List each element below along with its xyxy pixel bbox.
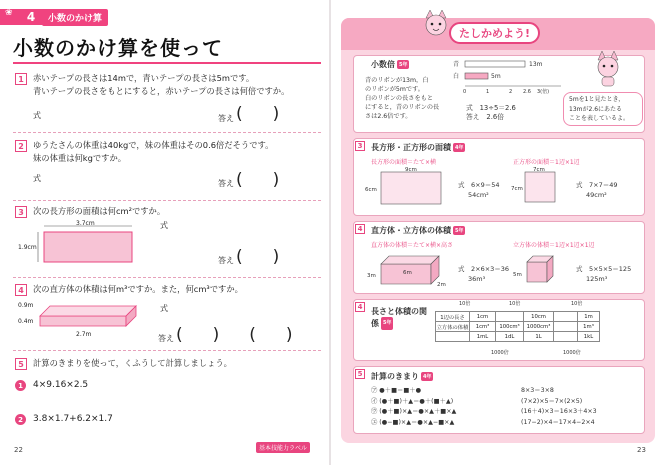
formula-text: 立方体の体積＝1辺×1辺×1辺: [513, 242, 595, 249]
page-number: 23: [637, 446, 646, 454]
cat-character-icon: [593, 50, 623, 88]
question-text: 妹の体重は何kgですか。: [33, 153, 127, 163]
figure-label: 13m: [529, 61, 543, 68]
chapter-header: [24, 8, 108, 26]
table-cell: 1L: [524, 332, 554, 342]
formula-text: 直方体の体積＝たて×横×高さ: [371, 242, 454, 249]
table-cell: [436, 332, 470, 342]
rules-examples: 8×3＝3×8 (7×2)×5＝7×(2×5) (16＋4)×3＝16×3＋4×3 (17−2)×4＝17×4−2×4: [521, 387, 597, 426]
section-title: 長方形・正方形の面積 4年: [371, 143, 464, 152]
bubble-text: 5mを1と見たとき， 13mが2.6にあたる ことを表しているよ。: [569, 96, 630, 122]
cuboid-calc: 式 2×6×3＝36 36m³: [458, 265, 510, 283]
figure-label: 3m: [367, 273, 376, 279]
figure-label: 9cm: [405, 167, 417, 173]
figure-label: 3(倍): [537, 89, 550, 95]
divider: [13, 132, 321, 133]
figure-label: 0: [463, 89, 467, 95]
table-cell: [496, 312, 524, 322]
section-title: 小数倍 5年: [371, 60, 408, 69]
table-cell: 1000cm³: [524, 322, 554, 332]
cube-calc: 式 5×5×5＝125 125m³: [576, 265, 632, 283]
table-cell: 1cm: [470, 312, 496, 322]
cuboid-figure: [18, 296, 138, 340]
figure-label: 白: [453, 73, 460, 80]
page-number: 22: [14, 446, 23, 454]
divider: [13, 200, 321, 201]
left-page: [0, 0, 329, 465]
sub-question-number: 1: [15, 380, 26, 391]
answer-label: 答え: [218, 256, 234, 265]
question-number: 5: [15, 358, 27, 370]
question-text: 赤いテープの長さは14mで，青いテープの長さは5mです。: [33, 73, 255, 83]
answer-field[interactable]: (): [236, 104, 310, 124]
table-cell: 1cm³: [470, 322, 496, 332]
formula-text: 長方形の面積＝たて×横: [371, 159, 437, 166]
question-number: 1: [15, 73, 27, 85]
figure-label: 6cm: [365, 187, 377, 193]
divider: [13, 350, 321, 351]
rectangle-diagram: [365, 166, 455, 208]
figure-label: 5m: [513, 272, 522, 278]
answer-field[interactable]: (): [236, 247, 310, 267]
paw-icon: ❀: [5, 8, 13, 18]
figure-label: 2: [509, 89, 513, 95]
table-cell: 1m³: [578, 322, 600, 332]
footer-link[interactable]: 基本技能力ラベル: [256, 442, 310, 453]
question-text: 計算のきまりを使って，くふうして計算しましょう。: [33, 358, 232, 368]
question-text: 次の長方形の面積は何cm²ですか。: [33, 206, 166, 216]
figure-label: 5m: [491, 73, 501, 80]
question-number: 3: [15, 206, 27, 218]
question-number: 2: [15, 140, 27, 152]
rect-calc: 式 6×9＝54 54cm²: [458, 181, 500, 199]
expression: 3.8×1.7+6.2×1.7: [33, 414, 113, 424]
section-number: 4: [355, 224, 365, 234]
figure-label: 1.9cm: [18, 244, 37, 251]
scale-label: 1000倍: [563, 350, 581, 356]
question-text: ゆうたさんの体重は40kgで，妹の体重はその0.6倍だそうです。: [33, 140, 274, 150]
figure-label: 1: [486, 89, 490, 95]
page-title: 小数のかけ算を使って: [13, 36, 223, 60]
figure-label: 2m: [437, 282, 446, 288]
question-number: 4: [15, 284, 27, 296]
figure-label: 青: [453, 61, 460, 68]
right-page: [331, 0, 660, 465]
scale-label: 10倍: [571, 301, 583, 307]
table-cell: 1kL: [578, 332, 600, 342]
rules-list: ㋐ ●＋■＝■＋● ㋑ (●＋■)＋▲＝●＋(■＋▲) ㋒ (●＋■)×▲＝●×▲＋■×▲ ㋓ (●−■)×▲＝●×▲−■×▲: [371, 387, 457, 426]
unit-relation-table: [435, 311, 600, 342]
question-text: 青いテープの長さをもとにすると，赤いテープの長さは何倍ですか。: [33, 86, 290, 96]
square-calc: 式 7×7＝49 49cm²: [576, 181, 618, 199]
table-cell: 1dL: [496, 332, 524, 342]
figure-label: 6m: [403, 270, 412, 276]
cuboid-diagram: [365, 250, 465, 290]
section-title: 長さと体積の関係 5年: [371, 307, 427, 328]
chapter-number: 4: [24, 9, 38, 25]
section-number: 3: [355, 141, 365, 151]
answer-field[interactable]: ()(): [176, 325, 323, 345]
table-cell: 1mL: [470, 332, 496, 342]
formula-label: 式: [33, 111, 41, 120]
expression: 4×9.16×2.5: [33, 380, 89, 390]
figure-label: 3.7cm: [76, 220, 95, 227]
table-cell: 1m: [578, 312, 600, 322]
ratio-tape-diagram: [451, 58, 571, 96]
table-cell: 100cm³: [496, 322, 524, 332]
formula-label: 式: [33, 174, 41, 183]
figure-label: 0.4m: [18, 318, 34, 325]
table-cell: 1辺の長さ: [436, 312, 470, 322]
chapter-label: 小数のかけ算: [42, 9, 108, 26]
section-number: 5: [355, 369, 365, 379]
answer-label: 答え: [158, 334, 174, 343]
table-cell: 10cm: [524, 312, 554, 322]
figure-label: 2.6: [523, 89, 531, 95]
figure-label: 7cm: [533, 167, 545, 173]
table-cell: [554, 322, 578, 332]
formula-label: 式: [160, 304, 168, 313]
section-title: 直方体・立方体の体積 5年: [371, 226, 464, 235]
answer-label: 答え: [218, 114, 234, 123]
answer-label: 答え: [218, 179, 234, 188]
formula-text: 正方形の面積＝1辺×1辺: [513, 159, 580, 166]
scale-label: 10倍: [459, 301, 471, 307]
section-number: 4: [355, 302, 365, 312]
figure-label: 0.9m: [18, 302, 34, 309]
section-title: 計算のきまり 4年: [371, 372, 432, 381]
ratio-explanation: 青のリボンが13m，白 のリボンが5mです。 白のリボンの長さをもと にすると，青のリボンの長 さは2.6倍です。: [365, 77, 440, 120]
rectangle-figure: [18, 220, 138, 270]
sub-question-number: 2: [15, 414, 26, 425]
square-diagram: [511, 166, 567, 208]
divider: [13, 277, 321, 278]
cube-diagram: [513, 250, 569, 290]
ratio-calculation: 式 13÷5＝2.6 答え 2.6倍: [466, 104, 516, 121]
formula-label: 式: [160, 221, 168, 230]
review-title: たしかめよう!: [449, 22, 540, 44]
title-underline: [13, 62, 321, 64]
cat-mascot-icon: [421, 10, 451, 42]
scale-label: 10倍: [509, 301, 521, 307]
table-cell: 立方体の体積: [436, 322, 470, 332]
table-cell: [554, 332, 578, 342]
table-cell: [554, 312, 578, 322]
scale-label: 1000倍: [491, 350, 509, 356]
answer-field[interactable]: (): [236, 170, 310, 190]
figure-label: 7cm: [511, 186, 523, 192]
question-text: 次の直方体の体積は何m³ですか。また，何cm³ですか。: [33, 284, 243, 294]
figure-label: 2.7m: [76, 331, 92, 338]
